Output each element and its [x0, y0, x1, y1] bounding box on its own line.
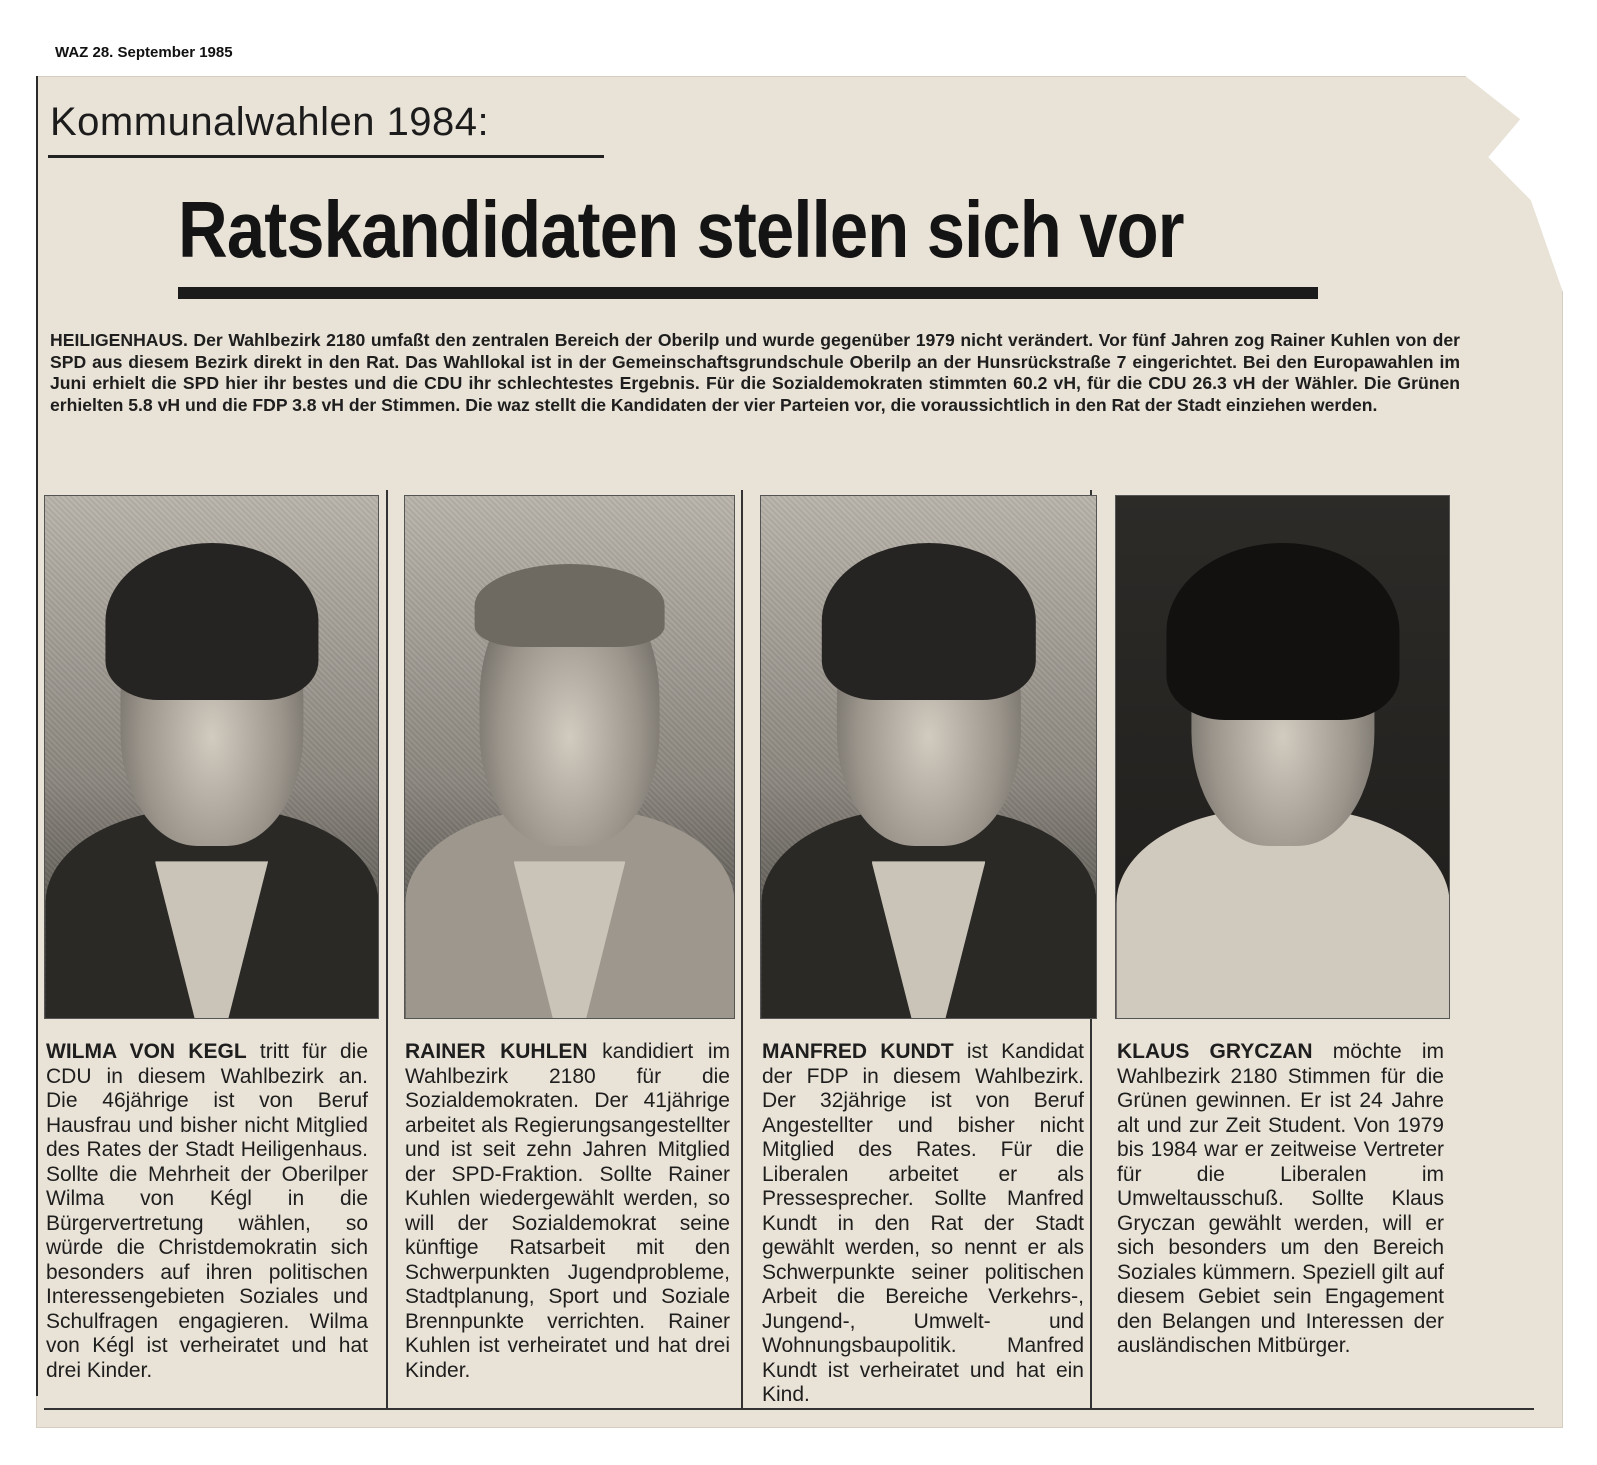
kicker-rule [48, 155, 604, 158]
candidate-name: WILMA VON KEGL [46, 1040, 247, 1063]
candidate-photo [1115, 495, 1450, 1019]
candidate-bio [762, 1040, 1084, 1408]
candidate-bio [1117, 1040, 1444, 1359]
candidate-name: KLAUS GRYCZAN [1117, 1040, 1313, 1063]
headline-rule [178, 287, 1318, 299]
left-rule [36, 76, 38, 1396]
candidate-bio [405, 1040, 730, 1383]
headline: Ratskandidaten stellen sich vor [178, 185, 1184, 274]
candidate-bio [46, 1040, 368, 1383]
candidate-text: möchte im Wahlbezirk 2180 Stimmen für die Grünen gewinnen. Er ist 24 Jahre alt und zur Zeit Student. Von 1979 bis 1984 war er zeitweise Vertreter für die Liberalen im Umweltausschuß. Sollte Klaus Gryczan gewählt werden, will er sich besonders um den Bereich Soziales kümmern. Speziell gilt auf diesem Gebiet sein Engagement den Belangen und Interessen der ausländischen Mitbürger. [1117, 1040, 1444, 1357]
column-rule [386, 490, 388, 1410]
candidate-text: tritt für die CDU in diesem Wahlbezirk an. Die 46jährige ist von Beruf Hausfrau und bisher nicht Mitglied des Rates der Stadt Heiligenhaus. Sollte die Mehrheit der Oberilper Wilma von Kégl in die Bürgervertretung wählen, so würde die Christdemokratin sich besonders auf ihren politischen Interessengebieten Soziales und Schulfragen engagieren. Wilma von Kégl ist verheiratet und hat drei Kinder. [46, 1040, 369, 1382]
lead-paragraph: HEILIGENHAUS. Der Wahlbezirk 2180 umfaßt den zentralen Bereich der Oberilp und wurde gegenüber 1979 nicht verändert. Vor fünf Jahren zog Rainer Kuhlen von der SPD aus diesem Bezirk direkt in den Rat. Das Wahllokal ist in der Gemeinschaftsgrundschule Oberilp an der Hunsrückstraße 7 eingerichtet. Bei den Europawahlen im Juni erhielt die SPD hier ihr bestes und die CDU ihr schlechtestes Ergebnis. Für die Sozialdemokraten stimmten 60.2 vH, für die CDU 26.3 vH der Wähler. Die Grünen erhielten 5.8 vH und die FDP 3.8 vH der Stimmen. Die waz stellt die Kandidaten der vier Parteien vor, die voraussichtlich in den Rat der Stadt einziehen werden. [50, 330, 1460, 415]
candidate-photo [760, 495, 1097, 1019]
source-label: WAZ 28. September 1985 [55, 44, 233, 61]
column-rule [741, 490, 743, 1410]
candidate-text: ist Kandidat der FDP in diesem Wahlbezirk. Der 32jährige ist von Beruf Angestellter und bisher nicht Mitglied des Rates. Für die Liberalen arbeitet er als Pressesprecher. Sollte Manfred Kundt in den Rat der Stadt gewählt werden, so nennt er als Schwerpunkte seiner politischen Arbeit die Bereiche Verkehrs-, Jungend-, Umwelt- und Wohnungsbaupolitik. Manfred Kundt ist verheiratet und hat ein Kind. [762, 1040, 1084, 1406]
kicker: Kommunalwahlen 1984: [50, 100, 490, 144]
bottom-rule [44, 1408, 1534, 1410]
candidate-name: RAINER KUHLEN [405, 1040, 588, 1063]
candidate-text: kandidiert im Wahlbezirk 2180 für die Sozialdemokraten. Der 41jährige arbeitet als Regierungsangestellter und ist seit zehn Jahren Mitglied der SPD-Fraktion. Sollte Rainer Kuhlen wiedergewählt werden, so will der Sozialdemokrat seine künftige Ratsarbeit mit den Schwerpunkten Jugendprobleme, Stadtplanung, Sport und Soziale Brennpunkte verrichten. Rainer Kuhlen ist verheiratet und hat drei Kinder. [405, 1040, 730, 1382]
candidate-photo [44, 495, 379, 1019]
candidate-name: MANFRED KUNDT [762, 1040, 954, 1063]
candidate-photo [404, 495, 735, 1019]
